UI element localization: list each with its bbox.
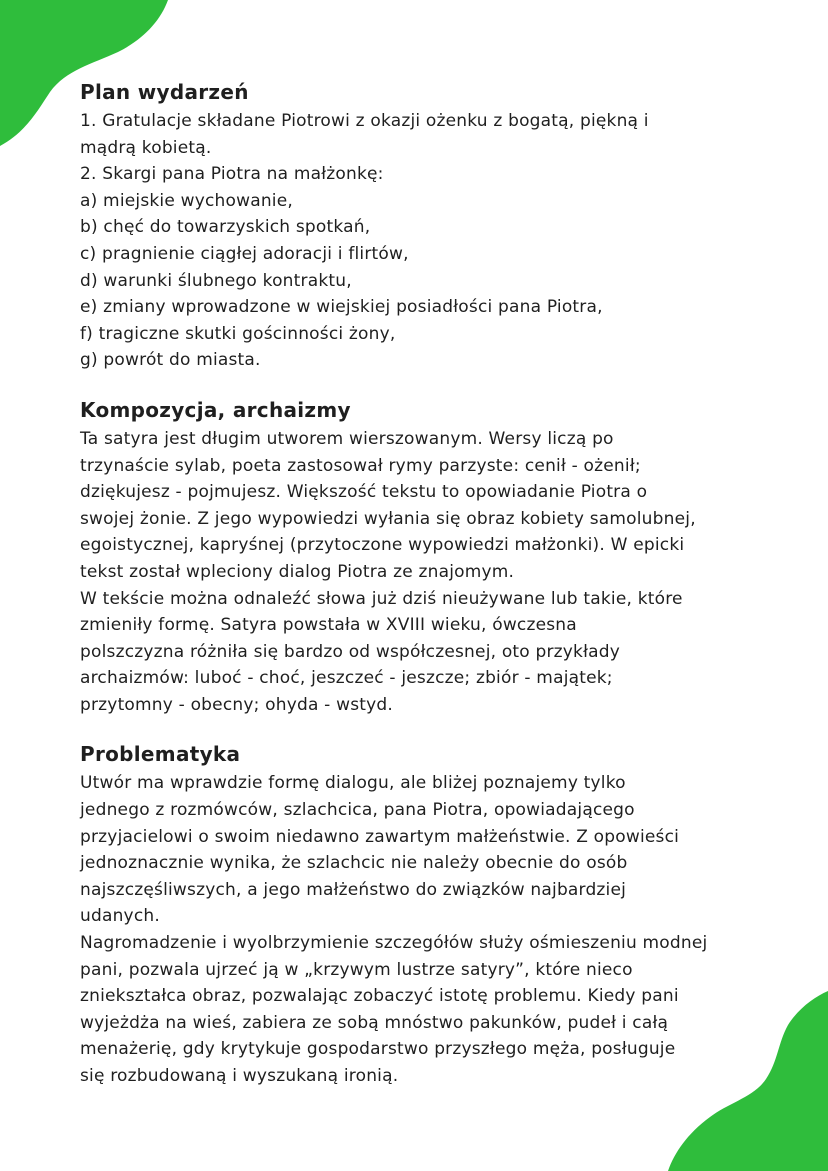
text-line: zmieniły formę. Satyra powstała w XVIII wieku, ówczesna (80, 615, 577, 636)
list-item: a) miejskie wychowanie, (80, 190, 293, 211)
text-line: swojej żonie. Z jego wypowiedzi wyłania się obraz kobiety samolubnej, (80, 508, 696, 529)
section-heading: Plan wydarzeń (80, 80, 249, 104)
text-line: udanych. (80, 906, 160, 927)
text-line: jednego z rozmówców, szlachcica, pana Piotra, opowiadającego (80, 800, 635, 821)
text-line: wyjeżdża na wieś, zabiera ze sobą mnóstwo pakunków, pudeł i całą (80, 1012, 669, 1033)
section-heading: Problematyka (80, 742, 241, 767)
section-problematyka (80, 740, 760, 1089)
text-line: Ta satyra jest długim utworem wierszowanym. Wersy liczą po (80, 428, 614, 449)
list-item: e) zmiany wprowadzone w wiejskiej posiadłości pana Piotra, (80, 297, 603, 318)
text-line: trzynaście sylab, poeta zastosował rymy parzyste: cenił - ożenił; (80, 455, 641, 476)
text-line: tekst został wpleciony dialog Piotra ze znajomym. (80, 561, 515, 582)
text-line: menażerię, gdy krytykuje gospodarstwo przyszłego męża, posługuje (80, 1039, 676, 1060)
text-line: mądrą kobietą. (80, 137, 212, 158)
text-line: polszczyzna różniła się bardzo od współczesnej, oto przykłady (80, 641, 621, 662)
text-line: 2. Skargi pana Piotra na małżonkę: (80, 164, 384, 185)
list-item: c) pragnienie ciągłej adoracji i flirtów, (80, 243, 409, 264)
list-item: g) powrót do miasta. (80, 350, 261, 371)
list-item: d) warunki ślubnego kontraktu, (80, 270, 352, 291)
text-line: 1. Gratulacje składane Piotrowi z okazji ożenku z bogatą, piękną i (80, 111, 649, 131)
text-line: dziękujesz - pojmujesz. Większość tekstu to opowiadanie Piotra o (80, 482, 648, 503)
text-line: Utwór ma wprawdzie formę dialogu, ale bliżej poznajemy tylko (80, 773, 626, 794)
section-plan-wydarzen (80, 78, 760, 374)
text-line: się rozbudowaną i wyszukaną ironią. (80, 1066, 399, 1086)
text-line: pani, pozwala ujrzeć ją w „krzywym lustrze satyry”, które nieco (80, 959, 633, 980)
text-line: W tekście można odnaleźć słowa już dziś nieużywane lub takie, które (80, 588, 683, 609)
list-item: f) tragiczne skutki gościnności żony, (80, 323, 396, 344)
text-line: Nagromadzenie i wyolbrzymienie szczegółów służy ośmieszeniu modnej (80, 933, 708, 954)
section-kompozycja-archaizmy (80, 396, 760, 719)
text-line: egoistycznej, kapryśnej (przytoczone wypowiedzi małżonki). W epicki (80, 535, 685, 556)
text-line: zniekształca obraz, pozwalając zobaczyć istotę problemu. Kiedy pani (80, 986, 679, 1007)
list-item: b) chęć do towarzyskich spotkań, (80, 217, 371, 238)
text-line: przytomny - obecny; ohyda - wstyd. (80, 694, 393, 715)
text-line: jednoznacznie wynika, że szlachcic nie należy obecnie do osób (80, 853, 628, 874)
text-line: archaizmów: luboć - choć, jeszczeć - jeszcze; zbiór - majątek; (80, 668, 613, 689)
notes-page (80, 78, 760, 1112)
text-line: najszczęśliwszych, a jego małżeństwo do związków najbardziej (80, 879, 627, 900)
section-heading: Kompozycja, archaizmy (80, 397, 351, 422)
text-line: przyjacielowi o swoim niedawno zawartym małżeństwie. Z opowieści (80, 826, 680, 847)
